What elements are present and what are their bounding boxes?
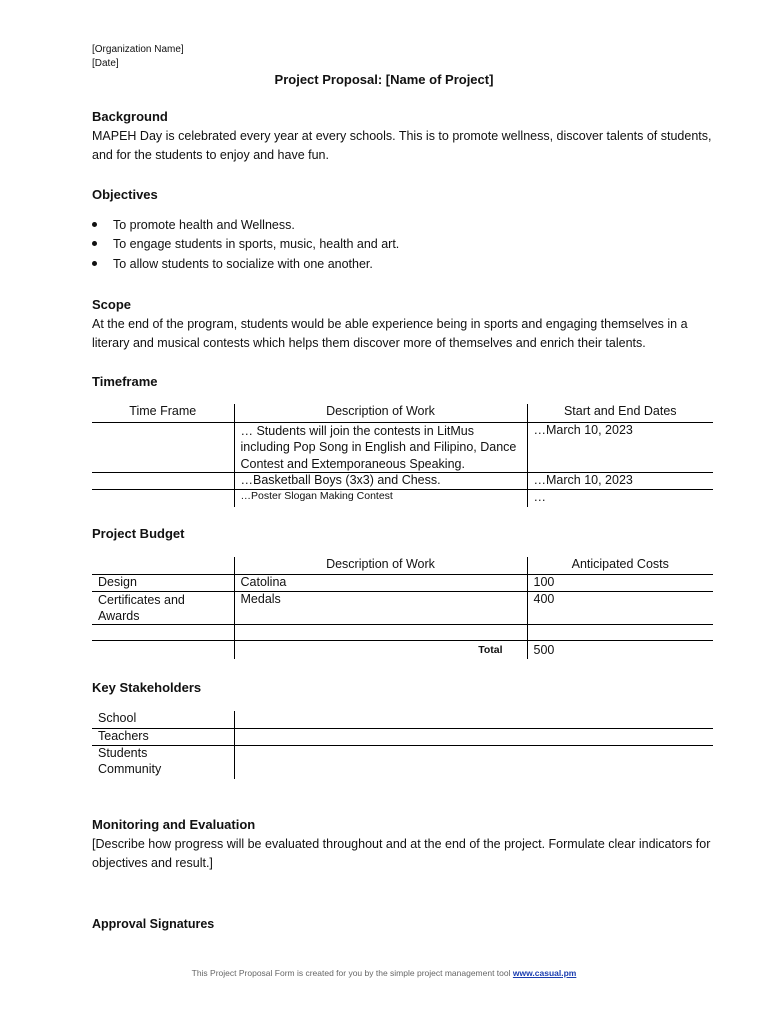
stakeholder-name: Community [92,762,234,779]
footer [0,968,768,978]
scope-heading: Scope [92,297,132,312]
work-description: …Basketball Boys (3x3) and Chess. [234,473,527,490]
footer-link[interactable]: www.casual.pm [512,968,577,978]
table-row [92,422,713,473]
objectives-heading: Objectives [92,187,158,202]
column-header: Description of Work [234,557,527,574]
objective-item: To allow students to socialize with one another. [92,255,373,274]
table-row [92,728,713,745]
total-value: 500 [533,642,555,657]
stakeholder-name: Students [92,745,234,762]
table-row [92,745,713,762]
monitoring-heading: Monitoring and Evaluation [92,817,256,832]
date-range: …March 10, 2023 [527,473,713,490]
footer-text: This Project Proposal Form is created for you by the simple project management tool [191,968,513,978]
work-description: … Students will join the contests in LitMus including Pop Song in English and Filipino, Dance Contest and Extemporaneous Speaking. [234,422,527,473]
stakeholder-name: Teachers [92,728,234,745]
table-row [92,490,713,507]
budget-table [92,557,713,659]
total-row [92,640,713,659]
anticipated-cost: 100 [527,574,713,591]
work-description: Medals [234,591,527,624]
stakeholder-name: School [92,711,234,728]
table-row [92,711,713,728]
bullet-icon [92,261,97,266]
total-label: Total [234,640,527,659]
work-description: …Poster Slogan Making Contest [234,490,527,507]
budget-item: Design [92,574,234,591]
document-date: [Date] [92,58,119,69]
column-header: Time Frame [92,404,234,422]
table-row [92,762,713,779]
page-title: Project Proposal: [Name of Project] [274,72,494,87]
budget-heading: Project Budget [92,526,185,541]
scope-text: At the end of the program, students would be able experience being in sports and engaging themselves in a literary and musical contests which helps them discover more of themselves and enrich their talents. [92,317,688,350]
bullet-icon [92,241,97,246]
stakeholders-heading: Key Stakeholders [92,680,202,695]
date-range: …March 10, 2023 [527,422,713,473]
table-row [92,591,713,624]
work-description: Catolina [234,574,527,591]
stakeholders-table [92,711,713,779]
column-header: Anticipated Costs [527,557,713,574]
background-heading: Background [92,109,168,124]
date-range: … [533,490,546,504]
organization-name: [Organization Name] [92,44,184,55]
monitoring-text: [Describe how progress will be evaluated throughout and at the end of the project. Formulate clear indicators for objectives and result.] [92,837,711,870]
column-header: Start and End Dates [527,404,713,422]
table-row [92,574,713,591]
column-header: Description of Work [234,404,527,422]
column-header [92,557,234,574]
objective-item: To engage students in sports, music, health and art. [92,235,399,254]
budget-item: Certificates and Awards [92,591,234,624]
timeframe-table [92,404,713,507]
timeframe-heading: Timeframe [92,374,158,389]
approval-heading: Approval Signatures [92,917,215,931]
background-text: MAPEH Day is celebrated every year at every schools. This is to promote wellness, discover talents of students, and for the students to enjoy and have fun. [92,129,712,162]
table-row [92,473,713,490]
objective-item: To promote health and Wellness. [92,216,295,235]
anticipated-cost: 400 [527,591,713,624]
table-row [92,624,713,640]
bullet-icon [92,222,97,227]
